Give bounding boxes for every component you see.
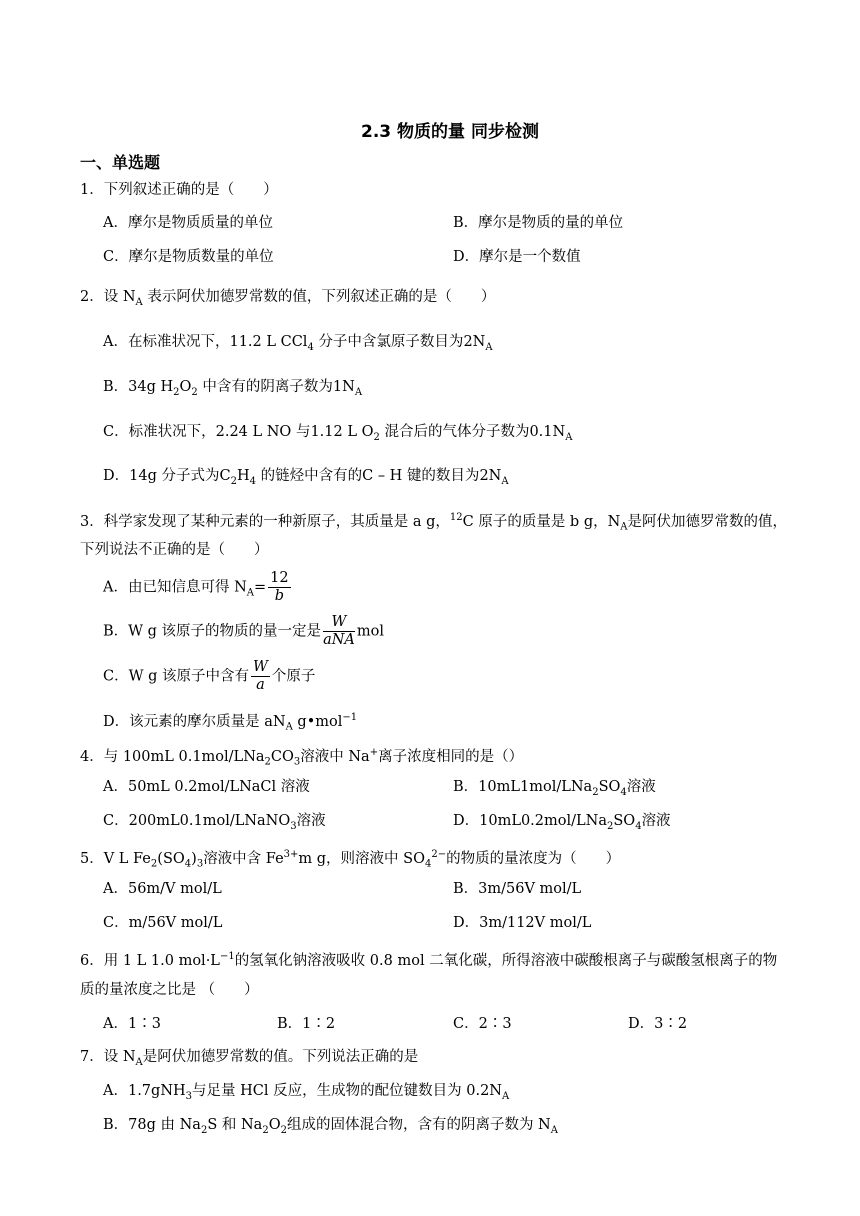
q5-option-d[interactable]: D．3m/112V mol/L — [453, 915, 592, 931]
q2-option-d[interactable]: D．14g 分子式为$C_2H_4$ 的链烃中含有的C – H 键的数目为$2N_A$ — [103, 468, 509, 487]
q3-option-d[interactable]: D．该元素的摩尔质量是 $aN_A$ g•mol$^{-1}$ — [103, 712, 358, 733]
question-2-stem: 2．设 $N_A$ 表示阿伏加德罗常数的值，下列叙述正确的是（ ） — [80, 289, 496, 308]
q1-option-d[interactable]: D．摩尔是一个数值 — [453, 249, 581, 265]
q6-option-a[interactable]: A．1∶3 — [103, 1016, 161, 1032]
question-1-stem: 1．下列叙述正确的是（ ） — [80, 182, 278, 198]
q7-option-a[interactable]: A．1.7gNH$_3$与足量 HCl 反应，生成物的配位键数目为 $0.2N_A$ — [103, 1083, 510, 1102]
section-heading: 一、单选题 — [80, 153, 161, 172]
q6-option-c[interactable]: C．2∶3 — [453, 1016, 512, 1032]
q2-option-c[interactable]: C．标准状况下，2.24 L NO 与1.12 L $O_2$ 混合后的气体分子数为$0.1N_A$ — [103, 424, 573, 443]
q6-option-b[interactable]: B．1∶2 — [277, 1016, 336, 1032]
question-3-stem-line2: 下列说法不正确的是（ ） — [80, 542, 269, 558]
q5-option-b[interactable]: B．3m/56V mol/L — [453, 881, 582, 897]
fraction: $\frac{12}{b}$ — [270, 570, 289, 604]
fraction: $\frac{W}{\text{aNA}}$ — [323, 614, 355, 648]
document-title: 2.3 物质的量 同步检测 — [361, 122, 539, 142]
question-4-stem: 4．与 100mL $0.1mol/LNa_2CO_3$溶液中 Na+离子浓度相同的是（） — [80, 747, 524, 768]
q4-option-d[interactable]: D．$10mL0.2mol/LNa_2SO_4$溶液 — [453, 813, 671, 832]
q4-option-a[interactable]: A．50mL 0.2mol/LNaCl 溶液 — [103, 779, 310, 795]
q4-option-c[interactable]: C．200mL0.1mol/LNaNO$_3$溶液 — [103, 813, 326, 832]
question-6-stem: 6．用 1 L 1.0 $mol\cdot L^{-1}$的氢氧化钠溶液吸收 0.8 mol 二氧化碳，所得溶液中碳酸根离子与碳酸氢根离子的物 — [80, 951, 778, 969]
question-3-stem: 3．科学家发现了某种元素的一种新原子，其质量是 a g，$^{12}$C 原子的质量是 b g，$N_A$是阿伏加德罗常数的值， — [80, 512, 788, 533]
q5-option-c[interactable]: C．m/56V mol/L — [103, 915, 223, 931]
q3-option-c[interactable]: C．W g 该原子中含有 $\frac{W}{a}$ 个原子 — [103, 659, 316, 693]
q1-option-a[interactable]: A．摩尔是物质质量的单位 — [103, 215, 273, 231]
q2-option-b[interactable]: B．34g $H_2O_2$ 中含有的阴离子数为$1N_A$ — [103, 379, 363, 398]
q7-option-b[interactable]: B．78g 由 $Na_2S$ 和 $Na_2O_2$组成的固体混合物，含有的阴离子数为 $N_A$ — [103, 1117, 558, 1136]
question-7-stem: 7．设 $N_A$是阿伏加德罗常数的值。下列说法正确的是 — [80, 1049, 419, 1068]
question-5-stem: 5．V L $Fe_2(SO_4)_3$溶液中含 $Fe^{3+}m$ g，则溶液中 $SO_4^{2-}$的物质的量浓度为（ ） — [80, 849, 621, 870]
q5-option-a[interactable]: A．56m/V mol/L — [103, 881, 222, 897]
q4-option-b[interactable]: B．$10mL1mol/LNa_2SO_4$溶液 — [453, 779, 656, 798]
q1-option-c[interactable]: C．摩尔是物质数量的单位 — [103, 249, 274, 265]
q3-option-a[interactable]: A．由已知信息可得 $N_A=$ $\frac{12}{b}$ — [103, 570, 289, 604]
q6-option-d[interactable]: D．3∶2 — [628, 1016, 688, 1032]
q2-option-a[interactable]: A．在标准状况下，11.2 L CCl$_4$ 分子中含氯原子数目为$2N_A$ — [103, 334, 493, 353]
q1-option-b[interactable]: B．摩尔是物质的量的单位 — [453, 215, 624, 231]
question-6-stem-line2: 质的量浓度之比是 （ ） — [80, 982, 259, 998]
fraction: $\frac{W}{a}$ — [253, 659, 268, 693]
q3-option-b[interactable]: B．W g 该原子的物质的量一定是 $\frac{W}{\text{aNA}}$ mol — [103, 614, 384, 648]
